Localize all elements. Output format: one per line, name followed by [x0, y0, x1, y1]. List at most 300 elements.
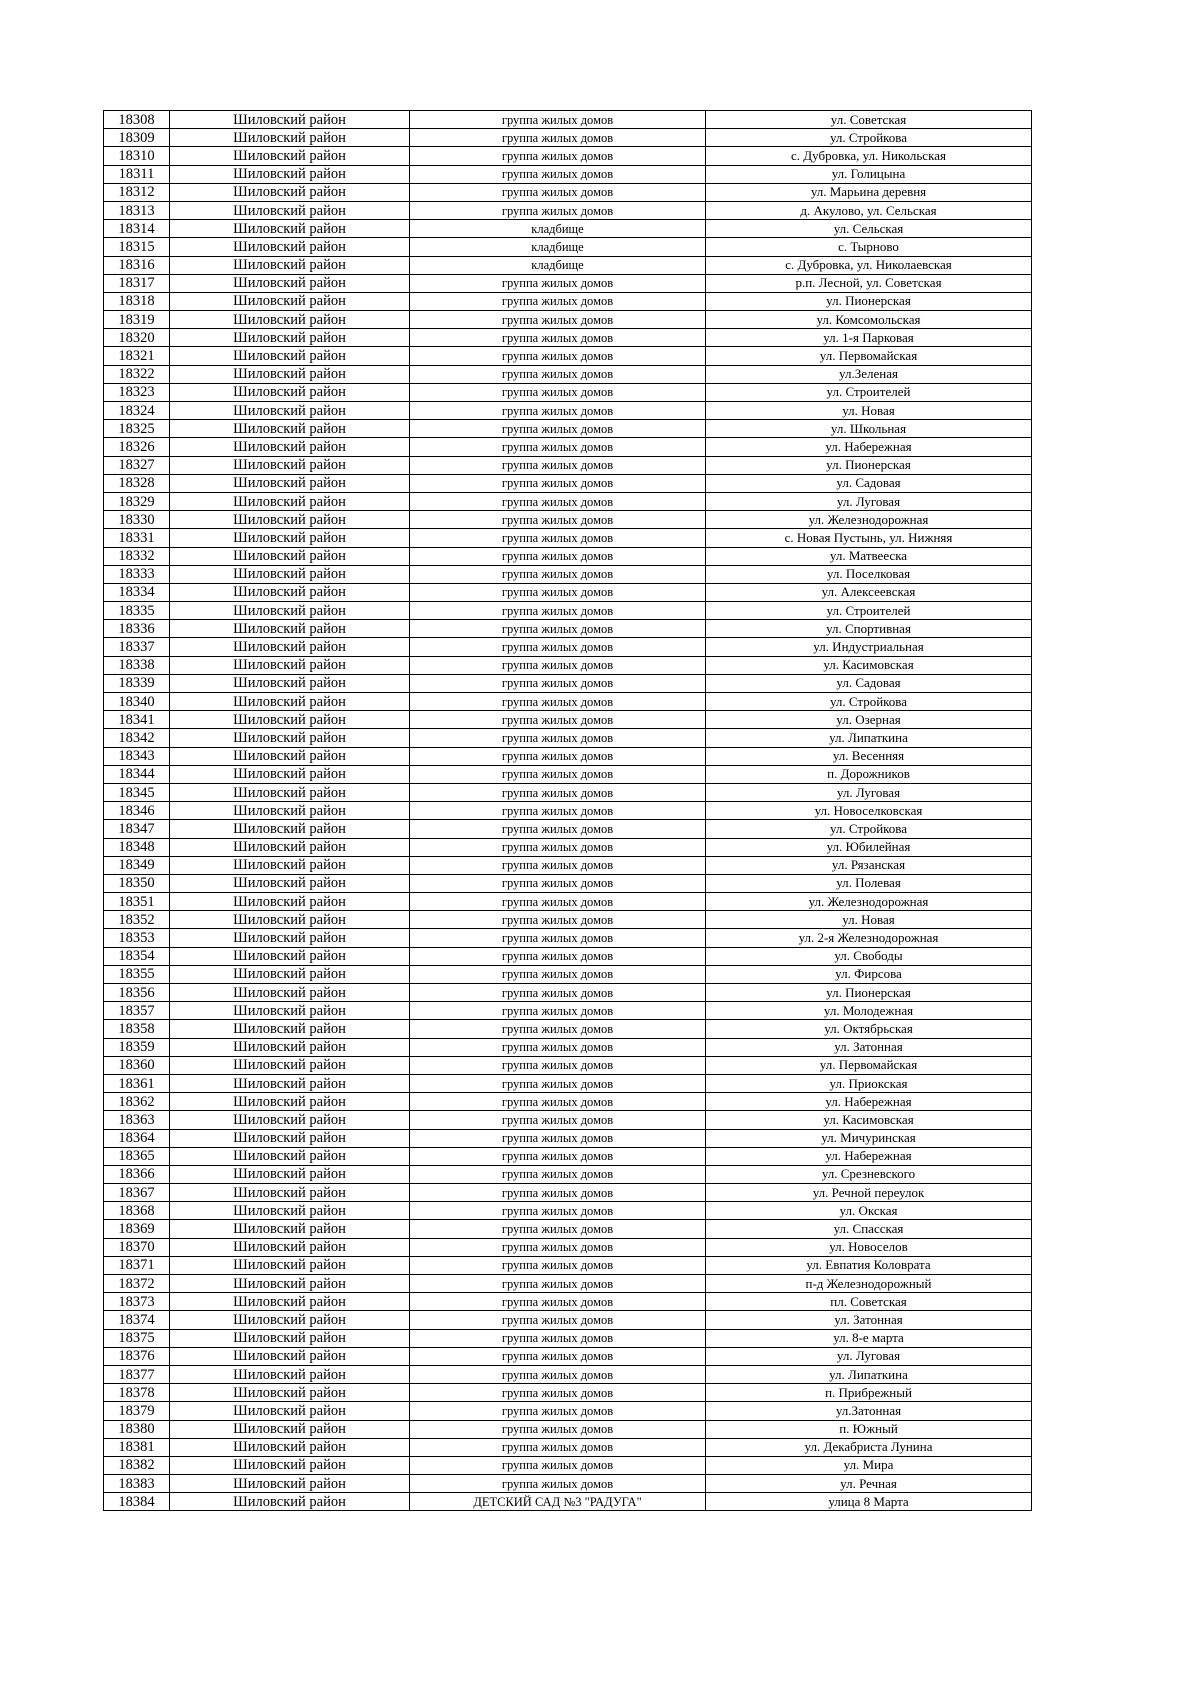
address-cell: ул. Новая: [706, 402, 1032, 420]
record-id-cell: 18369: [104, 1220, 170, 1238]
record-id-cell: 18327: [104, 456, 170, 474]
object-type-cell: группа жилых домов: [410, 1020, 706, 1038]
record-id-cell: 18316: [104, 256, 170, 274]
district-cell: Шиловский район: [170, 965, 410, 983]
record-id-cell: 18361: [104, 1074, 170, 1092]
object-type-cell: группа жилых домов: [410, 874, 706, 892]
object-type-cell: группа жилых домов: [410, 674, 706, 692]
object-type-cell: кладбище: [410, 256, 706, 274]
district-cell: Шиловский район: [170, 183, 410, 201]
district-cell: Шиловский район: [170, 747, 410, 765]
object-type-cell: группа жилых домов: [410, 1475, 706, 1493]
table-row: [104, 1002, 1032, 1020]
object-type-cell: группа жилых домов: [410, 347, 706, 365]
address-cell: д. Акулово, ул. Сельская: [706, 201, 1032, 219]
district-cell: Шиловский район: [170, 820, 410, 838]
district-cell: Шиловский район: [170, 474, 410, 492]
address-cell: ул. Первомайская: [706, 1056, 1032, 1074]
object-type-cell: группа жилых домов: [410, 838, 706, 856]
district-cell: Шиловский район: [170, 347, 410, 365]
record-id-cell: 18346: [104, 802, 170, 820]
object-type-cell: группа жилых домов: [410, 656, 706, 674]
address-cell: ул. Рязанская: [706, 856, 1032, 874]
table-row: [104, 874, 1032, 892]
address-cell: ул. Срезневского: [706, 1165, 1032, 1183]
table-row: [104, 511, 1032, 529]
address-cell: ул. Липаткина: [706, 729, 1032, 747]
record-id-cell: 18358: [104, 1020, 170, 1038]
record-id-cell: 18370: [104, 1238, 170, 1256]
object-type-cell: группа жилых домов: [410, 311, 706, 329]
table-row: [104, 1456, 1032, 1474]
object-type-cell: группа жилых домов: [410, 1202, 706, 1220]
object-type-cell: группа жилых домов: [410, 929, 706, 947]
district-cell: Шиловский район: [170, 402, 410, 420]
record-id-cell: 18359: [104, 1038, 170, 1056]
record-id-cell: 18334: [104, 583, 170, 601]
district-cell: Шиловский район: [170, 1438, 410, 1456]
record-id-cell: 18363: [104, 1111, 170, 1129]
address-cell: ул. 1-я Парковая: [706, 329, 1032, 347]
record-id-cell: 18371: [104, 1256, 170, 1274]
table-row: [104, 1329, 1032, 1347]
table-row: [104, 765, 1032, 783]
district-cell: Шиловский район: [170, 1147, 410, 1165]
table-row: [104, 347, 1032, 365]
table-row: [104, 1111, 1032, 1129]
record-id-cell: 18360: [104, 1056, 170, 1074]
district-cell: Шиловский район: [170, 1165, 410, 1183]
district-cell: Шиловский район: [170, 638, 410, 656]
table-row: [104, 165, 1032, 183]
address-cell: с. Новая Пустынь, ул. Нижняя: [706, 529, 1032, 547]
address-cell: с. Тырново: [706, 238, 1032, 256]
table-row: [104, 947, 1032, 965]
table-row: [104, 1220, 1032, 1238]
address-cell: п. Дорожников: [706, 765, 1032, 783]
address-cell: ул. Фирсова: [706, 965, 1032, 983]
record-id-cell: 18353: [104, 929, 170, 947]
record-id-cell: 18325: [104, 420, 170, 438]
address-cell: ул. Новая: [706, 911, 1032, 929]
district-cell: Шиловский район: [170, 947, 410, 965]
object-type-cell: группа жилых домов: [410, 420, 706, 438]
object-type-cell: группа жилых домов: [410, 1256, 706, 1274]
district-cell: Шиловский район: [170, 656, 410, 674]
address-cell: ул. Новоселковская: [706, 802, 1032, 820]
district-cell: Шиловский район: [170, 420, 410, 438]
table-row: [104, 1275, 1032, 1293]
table-row: [104, 747, 1032, 765]
table-row: [104, 292, 1032, 310]
record-id-cell: 18335: [104, 602, 170, 620]
district-cell: Шиловский район: [170, 1293, 410, 1311]
table-row: [104, 1038, 1032, 1056]
object-type-cell: группа жилых домов: [410, 1220, 706, 1238]
table-row: [104, 129, 1032, 147]
record-id-cell: 18382: [104, 1456, 170, 1474]
object-type-cell: группа жилых домов: [410, 1384, 706, 1402]
district-cell: Шиловский район: [170, 1329, 410, 1347]
district-cell: Шиловский район: [170, 1456, 410, 1474]
district-cell: Шиловский район: [170, 1384, 410, 1402]
address-cell: ул. Строителей: [706, 383, 1032, 401]
table-row: [104, 856, 1032, 874]
table-row: [104, 402, 1032, 420]
record-id-cell: 18338: [104, 656, 170, 674]
object-type-cell: группа жилых домов: [410, 911, 706, 929]
address-cell: ул. 2-я Железнодорожная: [706, 929, 1032, 947]
record-id-cell: 18328: [104, 474, 170, 492]
table-row: [104, 438, 1032, 456]
district-cell: Шиловский район: [170, 674, 410, 692]
object-type-cell: группа жилых домов: [410, 1438, 706, 1456]
address-cell: ул. Стройкова: [706, 820, 1032, 838]
object-type-cell: группа жилых домов: [410, 1293, 706, 1311]
table-row: [104, 602, 1032, 620]
district-cell: Шиловский район: [170, 711, 410, 729]
record-id-cell: 18362: [104, 1093, 170, 1111]
table-row: [104, 729, 1032, 747]
address-cell: ул. Советская: [706, 111, 1032, 129]
district-cell: Шиловский район: [170, 783, 410, 801]
object-type-cell: группа жилых домов: [410, 893, 706, 911]
table-row: [104, 111, 1032, 129]
table-row: [104, 565, 1032, 583]
table-row: [104, 1475, 1032, 1493]
district-cell: Шиловский район: [170, 438, 410, 456]
record-id-cell: 18314: [104, 220, 170, 238]
record-id-cell: 18352: [104, 911, 170, 929]
address-cell: ул. Садовая: [706, 474, 1032, 492]
record-id-cell: 18331: [104, 529, 170, 547]
table-row: [104, 638, 1032, 656]
table-row: [104, 1020, 1032, 1038]
address-cell: ул. Декабриста Лунина: [706, 1438, 1032, 1456]
object-type-cell: группа жилых домов: [410, 274, 706, 292]
address-cell: ул. Затонная: [706, 1038, 1032, 1056]
record-id-cell: 18351: [104, 893, 170, 911]
record-id-cell: 18375: [104, 1329, 170, 1347]
district-cell: Шиловский район: [170, 1402, 410, 1420]
table-row: [104, 238, 1032, 256]
table-row: [104, 802, 1032, 820]
object-type-cell: группа жилых домов: [410, 383, 706, 401]
record-id-cell: 18339: [104, 674, 170, 692]
object-type-cell: группа жилых домов: [410, 1056, 706, 1074]
table-row: [104, 820, 1032, 838]
record-id-cell: 18367: [104, 1184, 170, 1202]
district-cell: Шиловский район: [170, 1074, 410, 1092]
object-type-cell: группа жилых домов: [410, 201, 706, 219]
record-id-cell: 18357: [104, 1002, 170, 1020]
address-cell: ул.Зеленая: [706, 365, 1032, 383]
object-type-cell: группа жилых домов: [410, 292, 706, 310]
object-type-cell: группа жилых домов: [410, 547, 706, 565]
record-id-cell: 18380: [104, 1420, 170, 1438]
object-type-cell: группа жилых домов: [410, 1329, 706, 1347]
address-cell: ул. Липаткина: [706, 1365, 1032, 1383]
record-id-cell: 18384: [104, 1493, 170, 1511]
address-cell: ул. Окская: [706, 1202, 1032, 1220]
district-cell: Шиловский район: [170, 802, 410, 820]
record-id-cell: 18326: [104, 438, 170, 456]
address-cell: ул. Мичуринская: [706, 1129, 1032, 1147]
record-id-cell: 18309: [104, 129, 170, 147]
record-id-cell: 18342: [104, 729, 170, 747]
table-row: [104, 1347, 1032, 1365]
record-id-cell: 18330: [104, 511, 170, 529]
table-row: [104, 420, 1032, 438]
table-row: [104, 383, 1032, 401]
table-row: [104, 1384, 1032, 1402]
table-row: [104, 474, 1032, 492]
address-cell: ул. Луговая: [706, 492, 1032, 510]
table-row: [104, 674, 1032, 692]
address-cell: п. Южный: [706, 1420, 1032, 1438]
object-type-cell: группа жилых домов: [410, 583, 706, 601]
address-cell: ул. Поселковая: [706, 565, 1032, 583]
district-cell: Шиловский район: [170, 1347, 410, 1365]
district-cell: Шиловский район: [170, 620, 410, 638]
table-row: [104, 1420, 1032, 1438]
object-type-cell: группа жилых домов: [410, 1311, 706, 1329]
object-type-cell: группа жилых домов: [410, 1184, 706, 1202]
address-cell: ул. Матвееска: [706, 547, 1032, 565]
table-row: [104, 965, 1032, 983]
object-type-cell: группа жилых домов: [410, 402, 706, 420]
district-cell: Шиловский район: [170, 1056, 410, 1074]
district-cell: Шиловский район: [170, 1111, 410, 1129]
address-cell: ул. Озерная: [706, 711, 1032, 729]
address-cell: ул. Спасская: [706, 1220, 1032, 1238]
table-row: [104, 220, 1032, 238]
district-cell: Шиловский район: [170, 492, 410, 510]
record-id-cell: 18311: [104, 165, 170, 183]
table-row: [104, 583, 1032, 601]
object-type-cell: группа жилых домов: [410, 1420, 706, 1438]
address-cell: ул. Спортивная: [706, 620, 1032, 638]
table-row: [104, 147, 1032, 165]
district-cell: Шиловский район: [170, 529, 410, 547]
object-type-cell: группа жилых домов: [410, 329, 706, 347]
address-cell: ул. Сельская: [706, 220, 1032, 238]
table-row: [104, 893, 1032, 911]
district-cell: Шиловский район: [170, 838, 410, 856]
object-type-cell: группа жилых домов: [410, 1074, 706, 1092]
address-cell: ул. Строителей: [706, 602, 1032, 620]
record-id-cell: 18366: [104, 1165, 170, 1183]
record-id-cell: 18321: [104, 347, 170, 365]
record-id-cell: 18365: [104, 1147, 170, 1165]
address-cell: ул. Полевая: [706, 874, 1032, 892]
table-row: [104, 1129, 1032, 1147]
address-cell: ул. Набережная: [706, 1147, 1032, 1165]
table-row: [104, 984, 1032, 1002]
address-cell: ул. Школьная: [706, 420, 1032, 438]
district-cell: Шиловский район: [170, 365, 410, 383]
address-cell: ул. Свободы: [706, 947, 1032, 965]
record-id-cell: 18344: [104, 765, 170, 783]
record-id-cell: 18308: [104, 111, 170, 129]
table-row: [104, 711, 1032, 729]
address-cell: ул. Набережная: [706, 438, 1032, 456]
table-row: [104, 1493, 1032, 1511]
record-id-cell: 18345: [104, 783, 170, 801]
table-row: [104, 1365, 1032, 1383]
table-row: [104, 256, 1032, 274]
object-type-cell: группа жилых домов: [410, 856, 706, 874]
table-row: [104, 838, 1032, 856]
record-id-cell: 18350: [104, 874, 170, 892]
record-id-cell: 18376: [104, 1347, 170, 1365]
address-cell: ул. Новоселов: [706, 1238, 1032, 1256]
object-type-cell: группа жилых домов: [410, 729, 706, 747]
object-type-cell: группа жилых домов: [410, 1347, 706, 1365]
records-table-body: [104, 111, 1032, 1511]
object-type-cell: группа жилых домов: [410, 111, 706, 129]
table-row: [104, 1165, 1032, 1183]
address-cell: с. Дубровка, ул. Николаевская: [706, 256, 1032, 274]
district-cell: Шиловский район: [170, 547, 410, 565]
object-type-cell: группа жилых домов: [410, 529, 706, 547]
object-type-cell: группа жилых домов: [410, 693, 706, 711]
district-cell: Шиловский район: [170, 1275, 410, 1293]
address-cell: ул. Мира: [706, 1456, 1032, 1474]
table-row: [104, 529, 1032, 547]
address-cell: ул. 8-е марта: [706, 1329, 1032, 1347]
record-id-cell: 18319: [104, 311, 170, 329]
address-cell: ул.Затонная: [706, 1402, 1032, 1420]
record-id-cell: 18364: [104, 1129, 170, 1147]
address-cell: ул. Стройкова: [706, 129, 1032, 147]
record-id-cell: 18354: [104, 947, 170, 965]
object-type-cell: группа жилых домов: [410, 438, 706, 456]
object-type-cell: группа жилых домов: [410, 820, 706, 838]
record-id-cell: 18343: [104, 747, 170, 765]
record-id-cell: 18368: [104, 1202, 170, 1220]
address-cell: ул. Юбилейная: [706, 838, 1032, 856]
address-cell: ул. Речная: [706, 1475, 1032, 1493]
address-cell: ул. Затонная: [706, 1311, 1032, 1329]
object-type-cell: группа жилых домов: [410, 492, 706, 510]
record-id-cell: 18315: [104, 238, 170, 256]
table-row: [104, 783, 1032, 801]
address-cell: ул. Набережная: [706, 1093, 1032, 1111]
district-cell: Шиловский район: [170, 583, 410, 601]
table-row: [104, 201, 1032, 219]
table-row: [104, 311, 1032, 329]
table-row: [104, 1184, 1032, 1202]
object-type-cell: группа жилых домов: [410, 1238, 706, 1256]
address-cell: ул. Октябрьская: [706, 1020, 1032, 1038]
district-cell: Шиловский район: [170, 1475, 410, 1493]
table-row: [104, 656, 1032, 674]
district-cell: Шиловский район: [170, 1093, 410, 1111]
object-type-cell: группа жилых домов: [410, 947, 706, 965]
object-type-cell: группа жилых домов: [410, 1129, 706, 1147]
object-type-cell: кладбище: [410, 220, 706, 238]
table-row: [104, 693, 1032, 711]
object-type-cell: группа жилых домов: [410, 802, 706, 820]
object-type-cell: группа жилых домов: [410, 1038, 706, 1056]
district-cell: Шиловский район: [170, 1129, 410, 1147]
table-row: [104, 1402, 1032, 1420]
record-id-cell: 18324: [104, 402, 170, 420]
record-id-cell: 18379: [104, 1402, 170, 1420]
object-type-cell: группа жилых домов: [410, 783, 706, 801]
record-id-cell: 18341: [104, 711, 170, 729]
object-type-cell: группа жилых домов: [410, 474, 706, 492]
district-cell: Шиловский район: [170, 147, 410, 165]
object-type-cell: группа жилых домов: [410, 147, 706, 165]
address-cell: ул. Пионерская: [706, 292, 1032, 310]
table-row: [104, 1147, 1032, 1165]
object-type-cell: группа жилых домов: [410, 1275, 706, 1293]
address-cell: ул. Молодежная: [706, 1002, 1032, 1020]
record-id-cell: 18340: [104, 693, 170, 711]
district-cell: Шиловский район: [170, 292, 410, 310]
district-cell: Шиловский район: [170, 565, 410, 583]
record-id-cell: 18347: [104, 820, 170, 838]
table-row: [104, 911, 1032, 929]
record-id-cell: 18378: [104, 1384, 170, 1402]
record-id-cell: 18318: [104, 292, 170, 310]
record-id-cell: 18355: [104, 965, 170, 983]
table-row: [104, 1202, 1032, 1220]
address-cell: ул. Комсомольская: [706, 311, 1032, 329]
table-row: [104, 1056, 1032, 1074]
object-type-cell: группа жилых домов: [410, 365, 706, 383]
record-id-cell: 18313: [104, 201, 170, 219]
district-cell: Шиловский район: [170, 456, 410, 474]
address-cell: ул. Евпатия Коловрата: [706, 1256, 1032, 1274]
record-id-cell: 18329: [104, 492, 170, 510]
record-id-cell: 18377: [104, 1365, 170, 1383]
address-cell: ул. Пионерская: [706, 984, 1032, 1002]
district-cell: Шиловский район: [170, 201, 410, 219]
district-cell: Шиловский район: [170, 765, 410, 783]
district-cell: Шиловский район: [170, 602, 410, 620]
record-id-cell: 18317: [104, 274, 170, 292]
address-cell: пл. Советская: [706, 1293, 1032, 1311]
district-cell: Шиловский район: [170, 311, 410, 329]
district-cell: Шиловский район: [170, 165, 410, 183]
records-table: [103, 110, 1032, 1511]
table-row: [104, 620, 1032, 638]
table-row: [104, 1438, 1032, 1456]
table-row: [104, 1256, 1032, 1274]
object-type-cell: группа жилых домов: [410, 1456, 706, 1474]
object-type-cell: группа жилых домов: [410, 1402, 706, 1420]
district-cell: Шиловский район: [170, 729, 410, 747]
district-cell: Шиловский район: [170, 1493, 410, 1511]
object-type-cell: ДЕТСКИЙ САД №3 "РАДУГА": [410, 1493, 706, 1511]
address-cell: ул. Марьина деревня: [706, 183, 1032, 201]
address-cell: ул. Садовая: [706, 674, 1032, 692]
object-type-cell: группа жилых домов: [410, 165, 706, 183]
table-row: [104, 492, 1032, 510]
object-type-cell: кладбище: [410, 238, 706, 256]
record-id-cell: 18322: [104, 365, 170, 383]
record-id-cell: 18373: [104, 1293, 170, 1311]
table-row: [104, 929, 1032, 947]
object-type-cell: группа жилых домов: [410, 965, 706, 983]
record-id-cell: 18381: [104, 1438, 170, 1456]
district-cell: Шиловский район: [170, 1365, 410, 1383]
address-cell: ул. Индустриальная: [706, 638, 1032, 656]
district-cell: Шиловский район: [170, 693, 410, 711]
